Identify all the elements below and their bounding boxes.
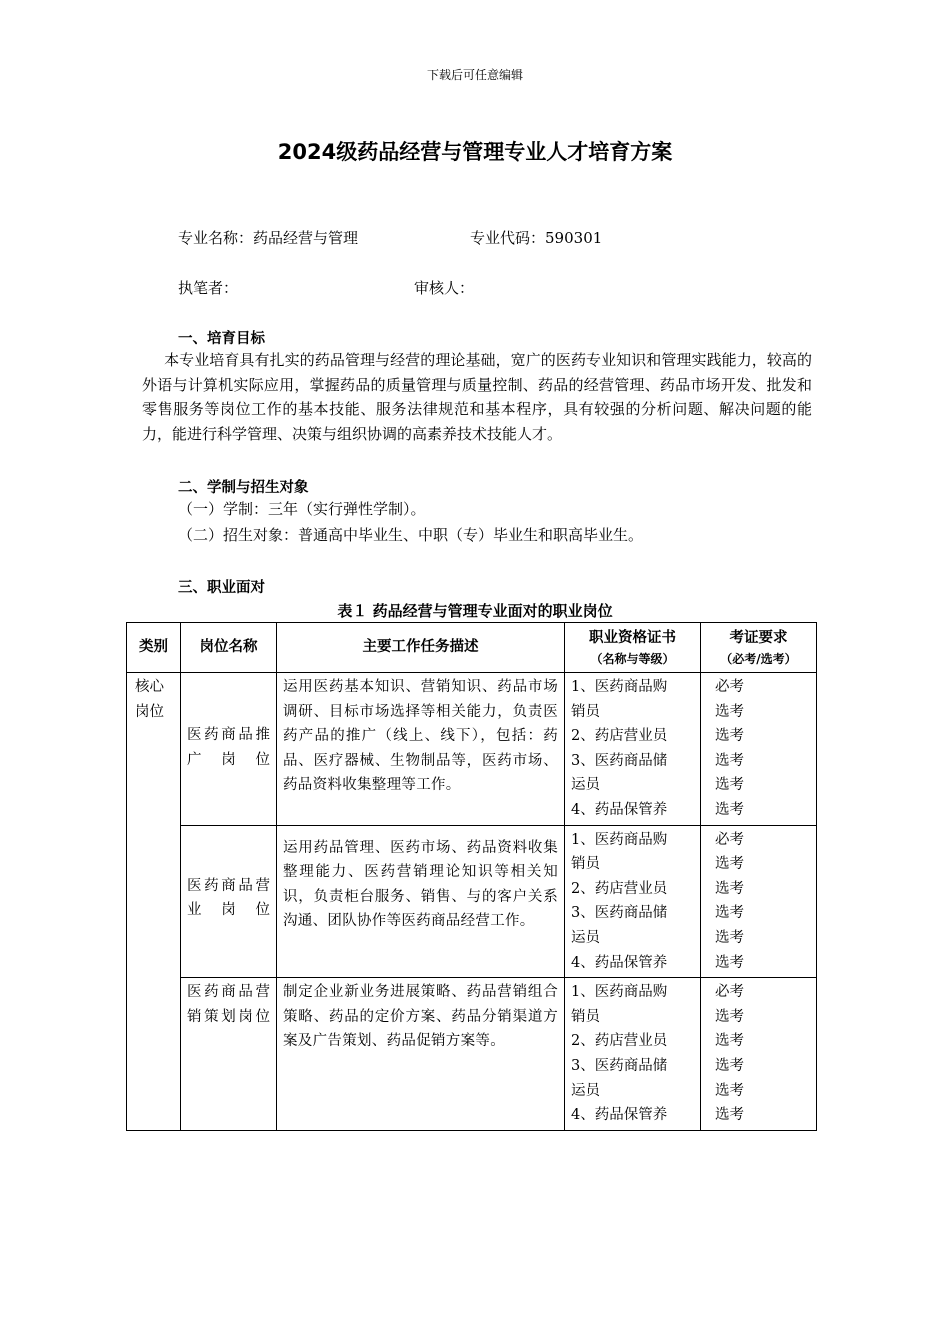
enrollment-target: （二）招生对象：普通高中毕业生、中职（专）毕业生和职高毕业生。 [178, 526, 644, 544]
table-row [127, 978, 817, 1131]
req-cell [701, 978, 817, 1131]
cert-line: 3、医药商品储 [571, 905, 668, 922]
req-line: 选考 [715, 703, 744, 720]
req-line: 必考 [715, 679, 744, 695]
major-name-pair [178, 227, 470, 248]
cert-line: 2、药店营业员 [571, 728, 668, 745]
category-line: 岗位 [135, 703, 164, 720]
cert-cell [565, 825, 701, 978]
table-caption: 表１ 药品经营与管理专业面对的职业岗位 [337, 602, 613, 620]
req-line: 选考 [715, 728, 744, 745]
major-name-label: 专业名称： [178, 229, 254, 247]
cert-line: 4、药品保管养 [571, 1107, 668, 1124]
header-cert [565, 623, 701, 673]
req-line: 选考 [715, 954, 744, 971]
req-line: 选考 [715, 929, 744, 946]
req-line: 选考 [715, 1008, 744, 1025]
position-cell [181, 673, 277, 826]
cert-line: 销员 [571, 703, 600, 720]
req-line: 选考 [715, 1057, 744, 1074]
cert-line: 4、药品保管养 [571, 954, 668, 971]
major-code-label: 专业代码： [470, 229, 546, 247]
req-cell [701, 825, 817, 978]
cert-line: 销员 [571, 856, 600, 873]
cert-line: 运员 [571, 1082, 600, 1099]
goals-paragraph-text: 本专业培育具有扎实的药品管理与经营的理论基础，宽广的医药专业知识和管理实践能力，较高的外语与计算机实际应用，掌握药品的质量管理与质量控制、药品的经营管理、药品市场开发、批发和零售服务等岗位工作的基本技能、服务法律规范和基本程序，具有较强的分析问题、解决问题的能力，能进行科学管理、决策与组织协调的高素养技术技能人才。 [142, 351, 812, 443]
cert-line: 2、药店营业员 [571, 1033, 668, 1050]
author-label: 执笔者： [178, 279, 239, 297]
req-line: 选考 [715, 1033, 744, 1050]
req-line: 选考 [715, 801, 744, 818]
header-req-sub: （必考/选考） [720, 651, 797, 666]
req-line: 必考 [715, 831, 744, 848]
table-header-row [127, 623, 817, 673]
cert-line: 3、医药商品储 [571, 752, 668, 769]
major-code-pair [470, 227, 602, 248]
reviewer-label: 审核人： [414, 279, 475, 297]
table-row [127, 825, 817, 978]
cert-line: 运员 [571, 777, 600, 794]
header-req [701, 623, 817, 673]
position-name: 医药商品营业岗位 [187, 877, 270, 919]
header-category: 类别 [127, 623, 181, 673]
meta-line-major [178, 227, 602, 248]
document-title: 2024级药品经营与管理专业人才培育方案 [277, 140, 673, 164]
req-line: 选考 [715, 880, 744, 897]
section-heading-careers: 三、职业面对 [178, 580, 265, 596]
req-cell [701, 673, 817, 826]
cert-line: 2、药店营业员 [571, 880, 668, 897]
major-code-value: 590301 [545, 229, 603, 247]
req-line: 选考 [715, 777, 744, 794]
category-cell [127, 673, 181, 1131]
req-line: 选考 [715, 1107, 744, 1124]
cert-cell [565, 673, 701, 826]
goals-paragraph [142, 348, 812, 446]
req-line: 必考 [715, 984, 744, 1001]
meta-line-authors [178, 277, 474, 298]
major-name-value: 药品经营与管理 [253, 229, 359, 247]
header-note: 下载后可任意编辑 [426, 68, 523, 82]
cert-line: 销员 [571, 1008, 600, 1025]
description-cell: 运用医药基本知识、营销知识、药品市场调研、目标市场选择等相关能力，负责医药产品的推广（线上、线下），包括：药品、医疗器械、生物制品等，医药市场、药品资料收集整理等工作。 [277, 673, 565, 826]
header-cert-title: 职业资格证书 [589, 629, 676, 646]
position-cell [181, 978, 277, 1131]
table-row [127, 673, 817, 826]
req-line: 选考 [715, 752, 744, 769]
cert-line: 1、医药商品购 [571, 831, 668, 848]
cert-line: 4、药品保管养 [571, 801, 668, 818]
header-tasks: 主要工作任务描述 [277, 623, 565, 673]
category-line: 核心 [135, 679, 164, 695]
position-name: 医药商品推广岗位 [187, 727, 270, 768]
header-position: 岗位名称 [181, 623, 277, 673]
section-heading-goals: 一、培育目标 [178, 331, 265, 347]
req-line: 选考 [715, 905, 744, 922]
position-name: 医药商品营销策划岗位 [187, 984, 270, 1025]
req-line: 选考 [715, 856, 744, 873]
header-req-title: 考证要求 [729, 629, 788, 646]
section-heading-schooling: 二、学制与招生对象 [178, 480, 309, 496]
header-cert-sub: （名称与等级） [590, 651, 675, 666]
req-line: 选考 [715, 1082, 744, 1099]
cert-line: 3、医药商品储 [571, 1057, 668, 1074]
position-cell [181, 825, 277, 978]
description-cell: 制定企业新业务进展策略、药品营销组合策略、药品的定价方案、药品分销渠道方案及广告策划、药品促销方案等。 [277, 978, 565, 1131]
schooling-duration: （一）学制：三年（实行弹性学制）。 [178, 500, 426, 518]
description-cell: 运用药品管理、医药市场、药品资料收集整理能力、医药营销理论知识等相关知识，负责柜台服务、销售、与的客户关系沟通、团队协作等医药商品经营工作。 [277, 825, 565, 978]
cert-line: 1、医药商品购 [571, 679, 668, 695]
cert-line: 1、医药商品购 [571, 984, 668, 1001]
cert-line: 运员 [571, 929, 600, 946]
career-positions-table [126, 622, 817, 1131]
cert-cell [565, 978, 701, 1131]
